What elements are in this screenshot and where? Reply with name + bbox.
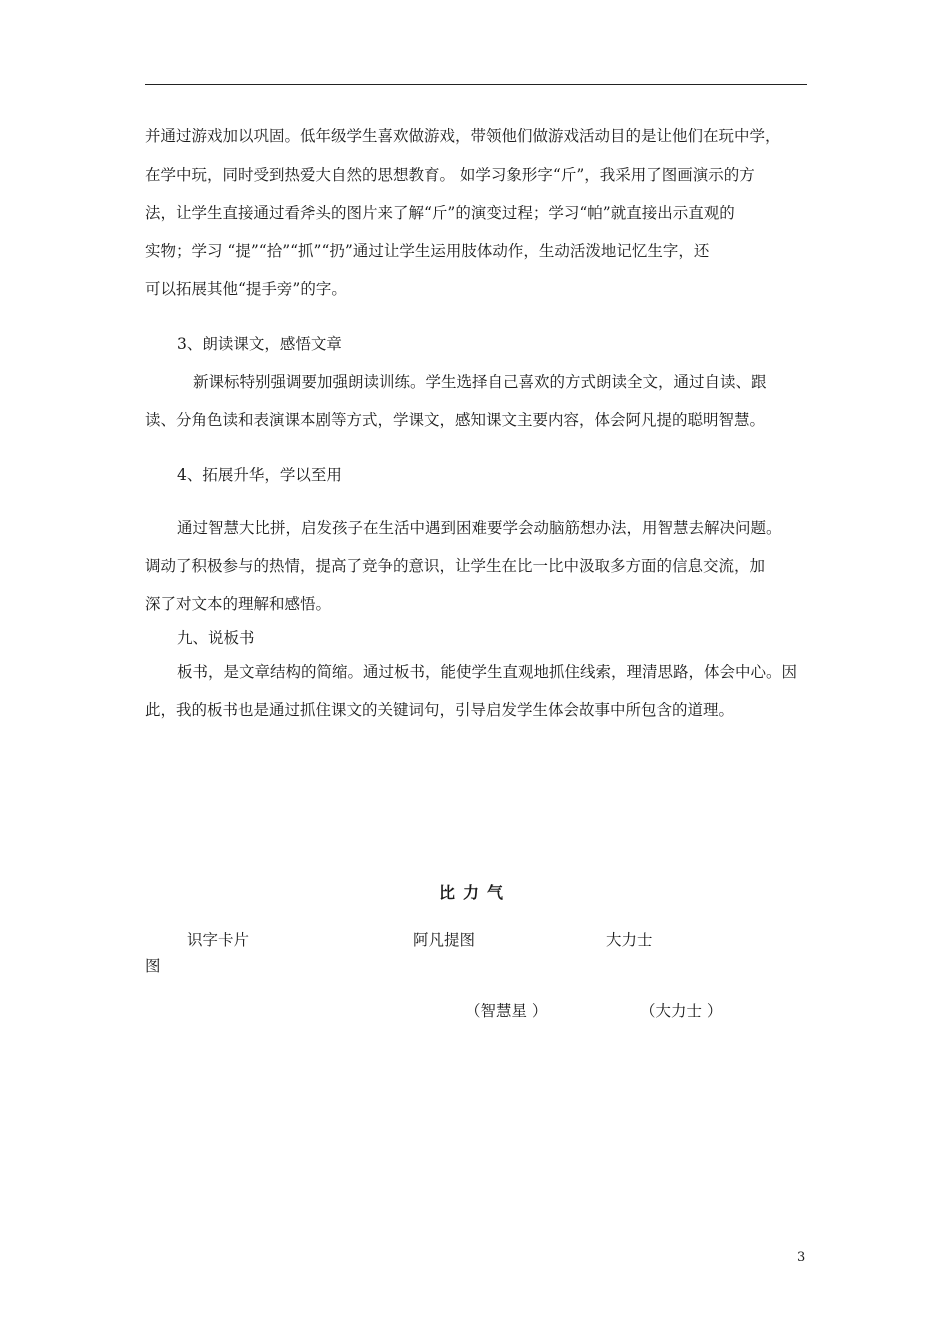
board-label: 图 <box>145 957 161 975</box>
paragraph-line: 实物；学习 “提”“拾”“抓”“扔”通过让学生运用肢体动作，生动活泼地记忆生字，还 <box>145 242 710 260</box>
board-title: 比力气 <box>438 883 511 902</box>
board-label: 识字卡片 <box>187 931 250 949</box>
paragraph-line: 通过智慧大比拼，启发孩子在生活中遇到困难要学会动脑筋想办法，用智慧去解决问题。 <box>177 519 782 537</box>
header-rule <box>145 84 807 85</box>
paragraph-line: 此，我的板书也是通过抓住课文的关键词句，引导启发学生体会故事中所包含的道理。 <box>145 701 735 719</box>
board-bracket: （大力士 ） <box>640 1002 723 1020</box>
paragraph-line: 深了对文本的理解和感悟。 <box>145 595 332 613</box>
paragraph-line: 可以拓展其他“提手旁”的字。 <box>145 280 347 298</box>
section-heading: 4、拓展升华，学以至用 <box>177 466 342 484</box>
paragraph-line: 法，让学生直接通过看斧头的图片来了解“斤”的演变过程；学习“帕”就直接出示直观的 <box>145 204 735 222</box>
paragraph-line: 调动了积极参与的热情，提高了竞争的意识，让学生在比一比中汲取多方面的信息交流，加 <box>145 557 766 575</box>
board-bracket: （智慧星 ） <box>465 1002 548 1020</box>
paragraph-line: 并通过游戏加以巩固。低年级学生喜欢做游戏，带领他们做游戏活动目的是让他们在玩中学， <box>145 127 781 145</box>
paragraph-line: 读、分角色读和表演课本剧等方式，学课文，感知课文主要内容，体会阿凡提的聪明智慧。 <box>145 411 766 429</box>
paragraph-line: 新课标特别强调要加强朗读训练。学生选择自己喜欢的方式朗读全文，通过自读、跟 <box>193 373 767 391</box>
board-label: 大力士 <box>606 931 653 949</box>
section-heading: 3、朗读课文，感悟文章 <box>177 335 342 353</box>
board-label: 阿凡提图 <box>413 931 476 949</box>
paragraph-line: 在学中玩，同时受到热爱大自然的思想教育。 如学习象形字“斤”，我采用了图画演示的方 <box>145 166 755 184</box>
page-number: 3 <box>797 1250 806 1265</box>
section-heading: 九、说板书 <box>177 629 255 647</box>
paragraph-line: 板书，是文章结构的简缩。通过板书，能使学生直观地抓住线索，理清思路，体会中心。因 <box>177 663 798 681</box>
